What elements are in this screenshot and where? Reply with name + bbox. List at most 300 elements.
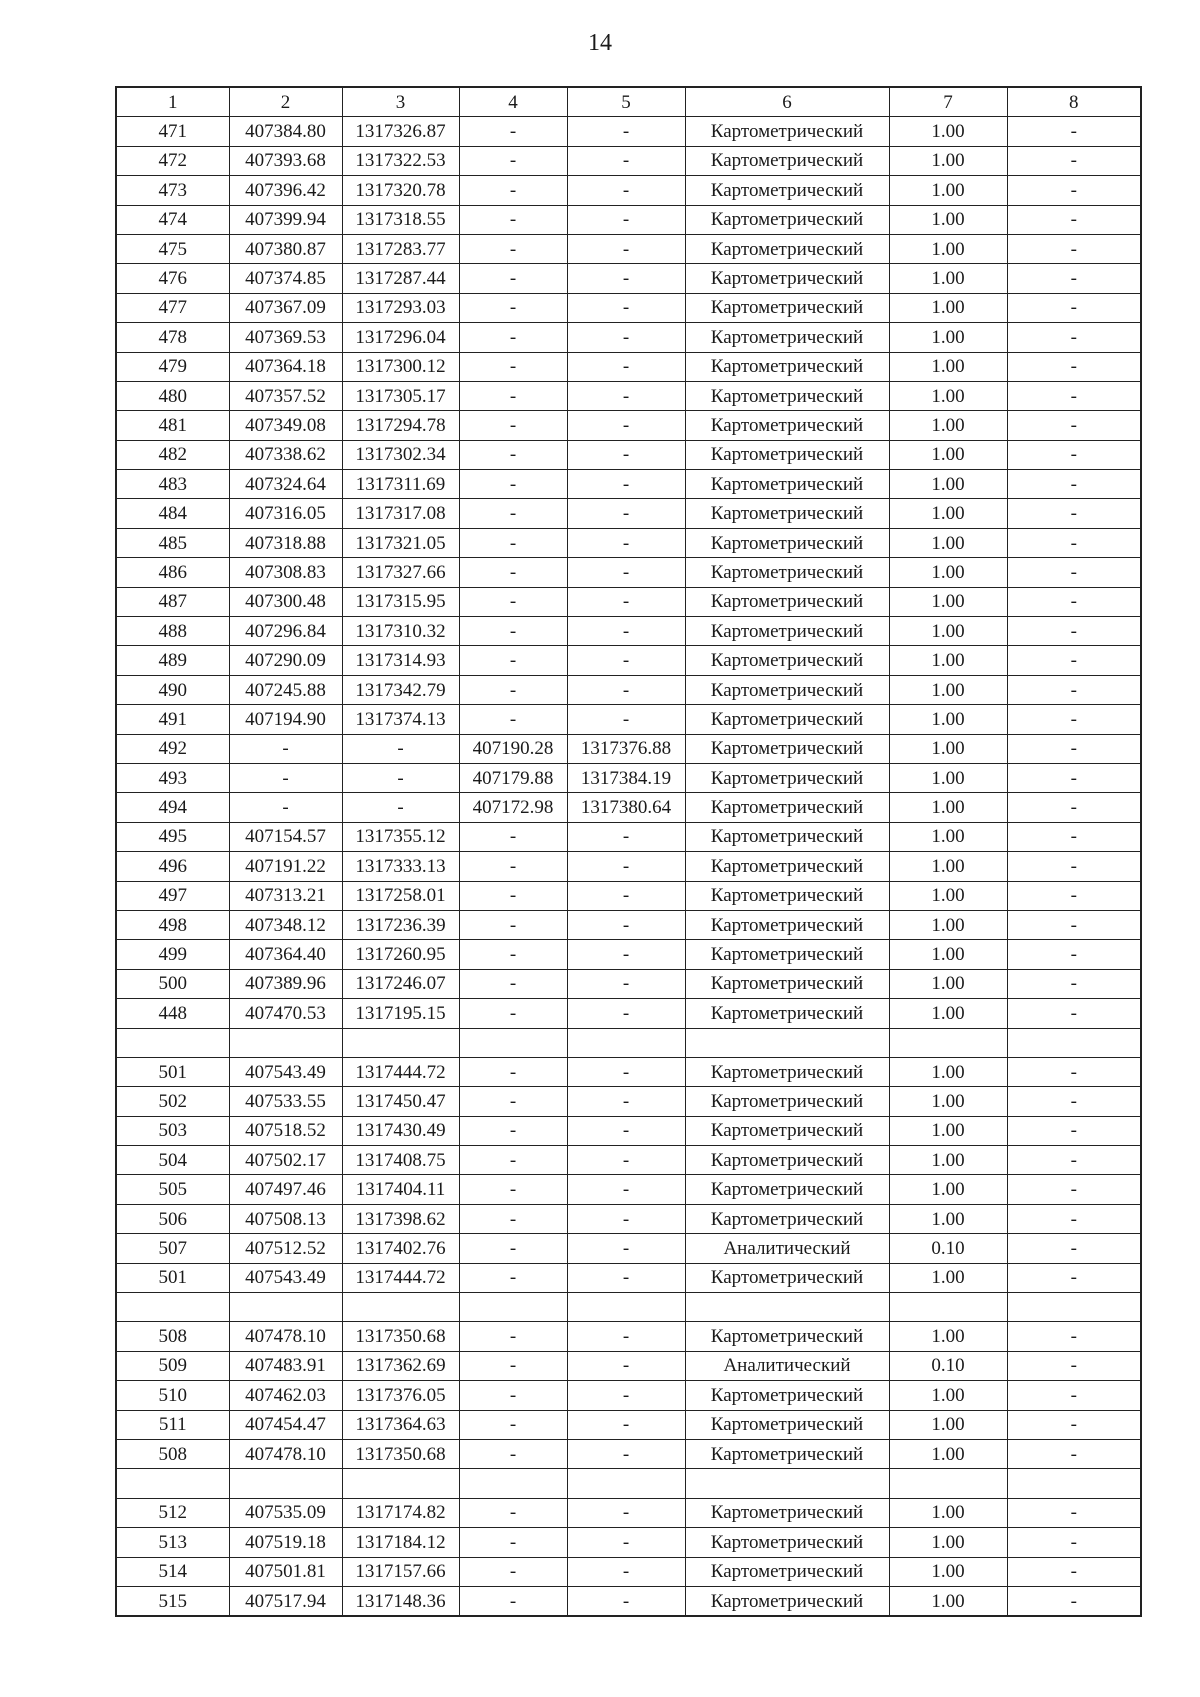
x-coordinate-new-cell: -	[459, 1586, 567, 1616]
x-coordinate-new-cell: -	[459, 1116, 567, 1145]
method-cell: Картометрический	[685, 1146, 889, 1175]
x-coordinate-cell: 407543.49	[229, 1263, 342, 1292]
empty-cell	[116, 1293, 229, 1322]
point-number-cell: 478	[116, 323, 229, 352]
description-cell: -	[1007, 852, 1141, 881]
accuracy-cell: 1.00	[889, 440, 1007, 469]
accuracy-cell: 1.00	[889, 646, 1007, 675]
point-number-cell: 508	[116, 1322, 229, 1351]
empty-cell	[342, 1469, 459, 1498]
x-coordinate-new-cell: -	[459, 264, 567, 293]
table-row	[116, 117, 1141, 146]
method-cell: Картометрический	[685, 1057, 889, 1086]
y-coordinate-new-cell: -	[567, 117, 685, 146]
x-coordinate-new-cell: -	[459, 411, 567, 440]
y-coordinate-new-cell: -	[567, 1498, 685, 1527]
description-cell: -	[1007, 1586, 1141, 1616]
x-coordinate-cell: 407194.90	[229, 705, 342, 734]
table-row	[116, 381, 1141, 410]
y-coordinate-new-cell: -	[567, 1087, 685, 1116]
point-number-cell: 491	[116, 705, 229, 734]
x-coordinate-new-cell: -	[459, 528, 567, 557]
description-cell: -	[1007, 1204, 1141, 1233]
x-coordinate-cell: 407483.91	[229, 1351, 342, 1380]
x-coordinate-cell: 407543.49	[229, 1057, 342, 1086]
y-coordinate-new-cell: -	[567, 234, 685, 263]
description-cell: -	[1007, 910, 1141, 939]
description-cell: -	[1007, 352, 1141, 381]
method-cell: Картометрический	[685, 822, 889, 851]
point-number-cell: 501	[116, 1057, 229, 1086]
column-header-7: 7	[889, 87, 1007, 117]
table-row	[116, 734, 1141, 763]
table-row	[116, 352, 1141, 381]
y-coordinate-cell: 1317184.12	[342, 1528, 459, 1557]
x-coordinate-cell: 407338.62	[229, 440, 342, 469]
point-number-cell: 497	[116, 881, 229, 910]
method-cell: Картометрический	[685, 528, 889, 557]
y-coordinate-cell: 1317195.15	[342, 999, 459, 1028]
y-coordinate-new-cell: -	[567, 440, 685, 469]
accuracy-cell: 1.00	[889, 293, 1007, 322]
description-cell: -	[1007, 1146, 1141, 1175]
point-number-cell: 476	[116, 264, 229, 293]
point-number-cell: 507	[116, 1234, 229, 1263]
point-number-cell: 485	[116, 528, 229, 557]
x-coordinate-new-cell: -	[459, 969, 567, 998]
x-coordinate-cell: 407300.48	[229, 587, 342, 616]
point-number-cell: 493	[116, 763, 229, 792]
x-coordinate-new-cell: -	[459, 1498, 567, 1527]
point-number-cell: 486	[116, 558, 229, 587]
method-cell: Картометрический	[685, 999, 889, 1028]
y-coordinate-cell: 1317300.12	[342, 352, 459, 381]
x-coordinate-new-cell: -	[459, 293, 567, 322]
y-coordinate-new-cell: -	[567, 1057, 685, 1086]
x-coordinate-new-cell: -	[459, 176, 567, 205]
method-cell: Картометрический	[685, 293, 889, 322]
table-row	[116, 558, 1141, 587]
accuracy-cell: 1.00	[889, 1263, 1007, 1292]
y-coordinate-new-cell: -	[567, 999, 685, 1028]
y-coordinate-new-cell: -	[567, 176, 685, 205]
point-number-cell: 510	[116, 1381, 229, 1410]
empty-cell	[459, 1469, 567, 1498]
empty-cell	[889, 1293, 1007, 1322]
accuracy-cell: 1.00	[889, 822, 1007, 851]
point-number-cell: 479	[116, 352, 229, 381]
x-coordinate-new-cell: -	[459, 146, 567, 175]
y-coordinate-new-cell: -	[567, 1410, 685, 1439]
table-row	[116, 617, 1141, 646]
empty-cell	[889, 1028, 1007, 1057]
description-cell: -	[1007, 176, 1141, 205]
method-cell: Картометрический	[685, 1410, 889, 1439]
x-coordinate-new-cell: -	[459, 352, 567, 381]
y-coordinate-cell: 1317322.53	[342, 146, 459, 175]
x-coordinate-cell: 407502.17	[229, 1146, 342, 1175]
description-cell: -	[1007, 293, 1141, 322]
y-coordinate-new-cell: -	[567, 822, 685, 851]
y-coordinate-new-cell: -	[567, 1116, 685, 1145]
table-row	[116, 1410, 1141, 1439]
point-number-cell: 490	[116, 675, 229, 704]
point-number-cell: 513	[116, 1528, 229, 1557]
description-cell: -	[1007, 587, 1141, 616]
x-coordinate-cell: 407348.12	[229, 910, 342, 939]
x-coordinate-new-cell: -	[459, 1528, 567, 1557]
table-row	[116, 1439, 1141, 1468]
y-coordinate-cell: 1317296.04	[342, 323, 459, 352]
table-row	[116, 822, 1141, 851]
method-cell: Картометрический	[685, 969, 889, 998]
y-coordinate-cell: 1317333.13	[342, 852, 459, 881]
x-coordinate-new-cell: 407172.98	[459, 793, 567, 822]
method-cell: Картометрический	[685, 617, 889, 646]
method-cell: Картометрический	[685, 1498, 889, 1527]
accuracy-cell: 1.00	[889, 264, 1007, 293]
description-cell: -	[1007, 323, 1141, 352]
y-coordinate-new-cell: -	[567, 1146, 685, 1175]
point-number-cell: 504	[116, 1146, 229, 1175]
coordinates-table	[115, 86, 1142, 1617]
x-coordinate-cell: 407369.53	[229, 323, 342, 352]
empty-cell	[1007, 1293, 1141, 1322]
description-cell: -	[1007, 1439, 1141, 1468]
y-coordinate-cell: 1317293.03	[342, 293, 459, 322]
accuracy-cell: 1.00	[889, 1116, 1007, 1145]
empty-cell	[342, 1293, 459, 1322]
x-coordinate-cell: 407357.52	[229, 381, 342, 410]
column-header-1: 1	[116, 87, 229, 117]
empty-cell	[889, 1469, 1007, 1498]
y-coordinate-new-cell: -	[567, 323, 685, 352]
accuracy-cell: 1.00	[889, 1087, 1007, 1116]
x-coordinate-new-cell: -	[459, 646, 567, 675]
x-coordinate-new-cell: 407179.88	[459, 763, 567, 792]
x-coordinate-new-cell: -	[459, 822, 567, 851]
table-row	[116, 646, 1141, 675]
description-cell: -	[1007, 234, 1141, 263]
x-coordinate-cell: 407396.42	[229, 176, 342, 205]
y-coordinate-cell: 1317283.77	[342, 234, 459, 263]
description-cell: -	[1007, 146, 1141, 175]
accuracy-cell: 1.00	[889, 734, 1007, 763]
y-coordinate-new-cell: -	[567, 1557, 685, 1586]
x-coordinate-new-cell: -	[459, 1322, 567, 1351]
y-coordinate-new-cell: -	[567, 646, 685, 675]
x-coordinate-new-cell: -	[459, 1557, 567, 1586]
table-row	[116, 205, 1141, 234]
y-coordinate-cell: 1317327.66	[342, 558, 459, 587]
empty-cell	[116, 1028, 229, 1057]
method-cell: Картометрический	[685, 1087, 889, 1116]
x-coordinate-new-cell: -	[459, 1263, 567, 1292]
x-coordinate-cell: 407518.52	[229, 1116, 342, 1145]
x-coordinate-cell: 407389.96	[229, 969, 342, 998]
y-coordinate-cell: 1317364.63	[342, 1410, 459, 1439]
method-cell: Картометрический	[685, 852, 889, 881]
point-number-cell: 499	[116, 940, 229, 969]
point-number-cell: 512	[116, 1498, 229, 1527]
x-coordinate-new-cell: -	[459, 558, 567, 587]
point-number-cell: 502	[116, 1087, 229, 1116]
x-coordinate-cell: 407535.09	[229, 1498, 342, 1527]
x-coordinate-new-cell: -	[459, 117, 567, 146]
empty-cell	[342, 1028, 459, 1057]
y-coordinate-new-cell: 1317380.64	[567, 793, 685, 822]
y-coordinate-new-cell: -	[567, 264, 685, 293]
accuracy-cell: 1.00	[889, 675, 1007, 704]
accuracy-cell: 1.00	[889, 146, 1007, 175]
description-cell: -	[1007, 1175, 1141, 1204]
accuracy-cell: 1.00	[889, 587, 1007, 616]
table-row	[116, 440, 1141, 469]
method-cell: Картометрический	[685, 1322, 889, 1351]
description-cell: -	[1007, 381, 1141, 410]
x-coordinate-cell: 407454.47	[229, 1410, 342, 1439]
method-cell: Картометрический	[685, 587, 889, 616]
accuracy-cell: 1.00	[889, 910, 1007, 939]
x-coordinate-cell: 407462.03	[229, 1381, 342, 1410]
point-number-cell: 505	[116, 1175, 229, 1204]
x-coordinate-cell: 407512.52	[229, 1234, 342, 1263]
y-coordinate-cell: 1317350.68	[342, 1322, 459, 1351]
point-number-cell: 501	[116, 1263, 229, 1292]
y-coordinate-cell: 1317260.95	[342, 940, 459, 969]
table-row	[116, 763, 1141, 792]
description-cell: -	[1007, 264, 1141, 293]
empty-cell	[685, 1293, 889, 1322]
x-coordinate-cell: 407501.81	[229, 1557, 342, 1586]
x-coordinate-cell: 407384.80	[229, 117, 342, 146]
x-coordinate-cell: 407290.09	[229, 646, 342, 675]
table-row	[116, 1234, 1141, 1263]
x-coordinate-new-cell: -	[459, 910, 567, 939]
y-coordinate-new-cell: -	[567, 558, 685, 587]
point-number-cell: 472	[116, 146, 229, 175]
x-coordinate-cell: 407374.85	[229, 264, 342, 293]
table-body	[116, 87, 1141, 1616]
method-cell: Картометрический	[685, 176, 889, 205]
method-cell: Картометрический	[685, 1116, 889, 1145]
method-cell: Картометрический	[685, 1381, 889, 1410]
y-coordinate-cell: 1317404.11	[342, 1175, 459, 1204]
accuracy-cell: 1.00	[889, 205, 1007, 234]
column-header-5: 5	[567, 87, 685, 117]
accuracy-cell: 1.00	[889, 1057, 1007, 1086]
x-coordinate-new-cell: -	[459, 1204, 567, 1233]
separator-row	[116, 1293, 1141, 1322]
x-coordinate-cell: 407533.55	[229, 1087, 342, 1116]
point-number-cell: 494	[116, 793, 229, 822]
y-coordinate-cell: 1317374.13	[342, 705, 459, 734]
table-row	[116, 1204, 1141, 1233]
point-number-cell: 492	[116, 734, 229, 763]
table-row	[116, 1087, 1141, 1116]
accuracy-cell: 1.00	[889, 323, 1007, 352]
method-cell: Аналитический	[685, 1234, 889, 1263]
table-row	[116, 969, 1141, 998]
table-row	[116, 1351, 1141, 1380]
accuracy-cell: 1.00	[889, 617, 1007, 646]
table-row	[116, 1381, 1141, 1410]
accuracy-cell: 1.00	[889, 705, 1007, 734]
description-cell: -	[1007, 1322, 1141, 1351]
x-coordinate-new-cell: -	[459, 1234, 567, 1263]
table-row	[116, 852, 1141, 881]
y-coordinate-cell: -	[342, 763, 459, 792]
y-coordinate-cell: 1317317.08	[342, 499, 459, 528]
table-row	[116, 587, 1141, 616]
method-cell: Картометрический	[685, 675, 889, 704]
point-number-cell: 509	[116, 1351, 229, 1380]
description-cell: -	[1007, 675, 1141, 704]
x-coordinate-new-cell: -	[459, 675, 567, 704]
method-cell: Картометрический	[685, 705, 889, 734]
y-coordinate-new-cell: -	[567, 381, 685, 410]
y-coordinate-cell: 1317310.32	[342, 617, 459, 646]
description-cell: -	[1007, 1528, 1141, 1557]
empty-cell	[229, 1028, 342, 1057]
method-cell: Картометрический	[685, 411, 889, 440]
table-row	[116, 146, 1141, 175]
point-number-cell: 503	[116, 1116, 229, 1145]
accuracy-cell: 1.00	[889, 1175, 1007, 1204]
y-coordinate-cell: -	[342, 734, 459, 763]
y-coordinate-new-cell: -	[567, 1322, 685, 1351]
description-cell: -	[1007, 440, 1141, 469]
description-cell: -	[1007, 881, 1141, 910]
method-cell: Картометрический	[685, 763, 889, 792]
description-cell: -	[1007, 1557, 1141, 1586]
y-coordinate-new-cell: -	[567, 881, 685, 910]
y-coordinate-cell: 1317320.78	[342, 176, 459, 205]
y-coordinate-new-cell: -	[567, 1204, 685, 1233]
x-coordinate-new-cell: -	[459, 1175, 567, 1204]
description-cell: -	[1007, 763, 1141, 792]
table-row	[116, 234, 1141, 263]
x-coordinate-new-cell: -	[459, 940, 567, 969]
x-coordinate-new-cell: -	[459, 470, 567, 499]
point-number-cell: 482	[116, 440, 229, 469]
empty-cell	[567, 1028, 685, 1057]
point-number-cell: 481	[116, 411, 229, 440]
description-cell: -	[1007, 1381, 1141, 1410]
accuracy-cell: 1.00	[889, 999, 1007, 1028]
table-row	[116, 176, 1141, 205]
table-row	[116, 1498, 1141, 1527]
table-row	[116, 675, 1141, 704]
y-coordinate-new-cell: -	[567, 1263, 685, 1292]
point-number-cell: 483	[116, 470, 229, 499]
accuracy-cell: 1.00	[889, 940, 1007, 969]
method-cell: Картометрический	[685, 793, 889, 822]
y-coordinate-new-cell: -	[567, 852, 685, 881]
empty-cell	[229, 1469, 342, 1498]
x-coordinate-new-cell: -	[459, 323, 567, 352]
point-number-cell: 489	[116, 646, 229, 675]
point-number-cell: 484	[116, 499, 229, 528]
x-coordinate-cell: 407324.64	[229, 470, 342, 499]
table-row	[116, 264, 1141, 293]
table-row	[116, 1586, 1141, 1616]
description-cell: -	[1007, 1498, 1141, 1527]
header-row	[116, 87, 1141, 117]
y-coordinate-cell: 1317157.66	[342, 1557, 459, 1586]
table-row	[116, 470, 1141, 499]
x-coordinate-new-cell: -	[459, 1410, 567, 1439]
description-cell: -	[1007, 734, 1141, 763]
method-cell: Картометрический	[685, 1528, 889, 1557]
empty-cell	[459, 1028, 567, 1057]
description-cell: -	[1007, 969, 1141, 998]
y-coordinate-cell: 1317305.17	[342, 381, 459, 410]
y-coordinate-cell: 1317321.05	[342, 528, 459, 557]
accuracy-cell: 1.00	[889, 1528, 1007, 1557]
description-cell: -	[1007, 793, 1141, 822]
y-coordinate-new-cell: -	[567, 1351, 685, 1380]
x-coordinate-new-cell: -	[459, 1087, 567, 1116]
point-number-cell: 487	[116, 587, 229, 616]
point-number-cell: 514	[116, 1557, 229, 1586]
y-coordinate-cell: 1317444.72	[342, 1263, 459, 1292]
description-cell: -	[1007, 999, 1141, 1028]
y-coordinate-cell: 1317350.68	[342, 1439, 459, 1468]
method-cell: Картометрический	[685, 381, 889, 410]
x-coordinate-cell: -	[229, 734, 342, 763]
description-cell: -	[1007, 117, 1141, 146]
x-coordinate-new-cell: 407190.28	[459, 734, 567, 763]
x-coordinate-cell: 407296.84	[229, 617, 342, 646]
method-cell: Картометрический	[685, 1557, 889, 1586]
y-coordinate-new-cell: -	[567, 1439, 685, 1468]
method-cell: Картометрический	[685, 440, 889, 469]
description-cell: -	[1007, 1116, 1141, 1145]
y-coordinate-cell: 1317311.69	[342, 470, 459, 499]
x-coordinate-cell: 407191.22	[229, 852, 342, 881]
method-cell: Картометрический	[685, 558, 889, 587]
y-coordinate-new-cell: -	[567, 910, 685, 939]
x-coordinate-new-cell: -	[459, 1439, 567, 1468]
y-coordinate-cell: 1317402.76	[342, 1234, 459, 1263]
y-coordinate-new-cell: -	[567, 470, 685, 499]
point-number-cell: 448	[116, 999, 229, 1028]
method-cell: Картометрический	[685, 117, 889, 146]
y-coordinate-new-cell: 1317384.19	[567, 763, 685, 792]
accuracy-cell: 1.00	[889, 528, 1007, 557]
accuracy-cell: 1.00	[889, 1322, 1007, 1351]
x-coordinate-new-cell: -	[459, 999, 567, 1028]
accuracy-cell: 0.10	[889, 1351, 1007, 1380]
point-number-cell: 474	[116, 205, 229, 234]
description-cell: -	[1007, 528, 1141, 557]
y-coordinate-new-cell: -	[567, 969, 685, 998]
description-cell: -	[1007, 1351, 1141, 1380]
method-cell: Картометрический	[685, 1204, 889, 1233]
table-row	[116, 705, 1141, 734]
y-coordinate-new-cell: -	[567, 940, 685, 969]
x-coordinate-new-cell: -	[459, 705, 567, 734]
table-row	[116, 881, 1141, 910]
x-coordinate-new-cell: -	[459, 234, 567, 263]
description-cell: -	[1007, 558, 1141, 587]
x-coordinate-cell: 407470.53	[229, 999, 342, 1028]
description-cell: -	[1007, 617, 1141, 646]
accuracy-cell: 1.00	[889, 763, 1007, 792]
y-coordinate-cell: 1317342.79	[342, 675, 459, 704]
x-coordinate-new-cell: -	[459, 617, 567, 646]
